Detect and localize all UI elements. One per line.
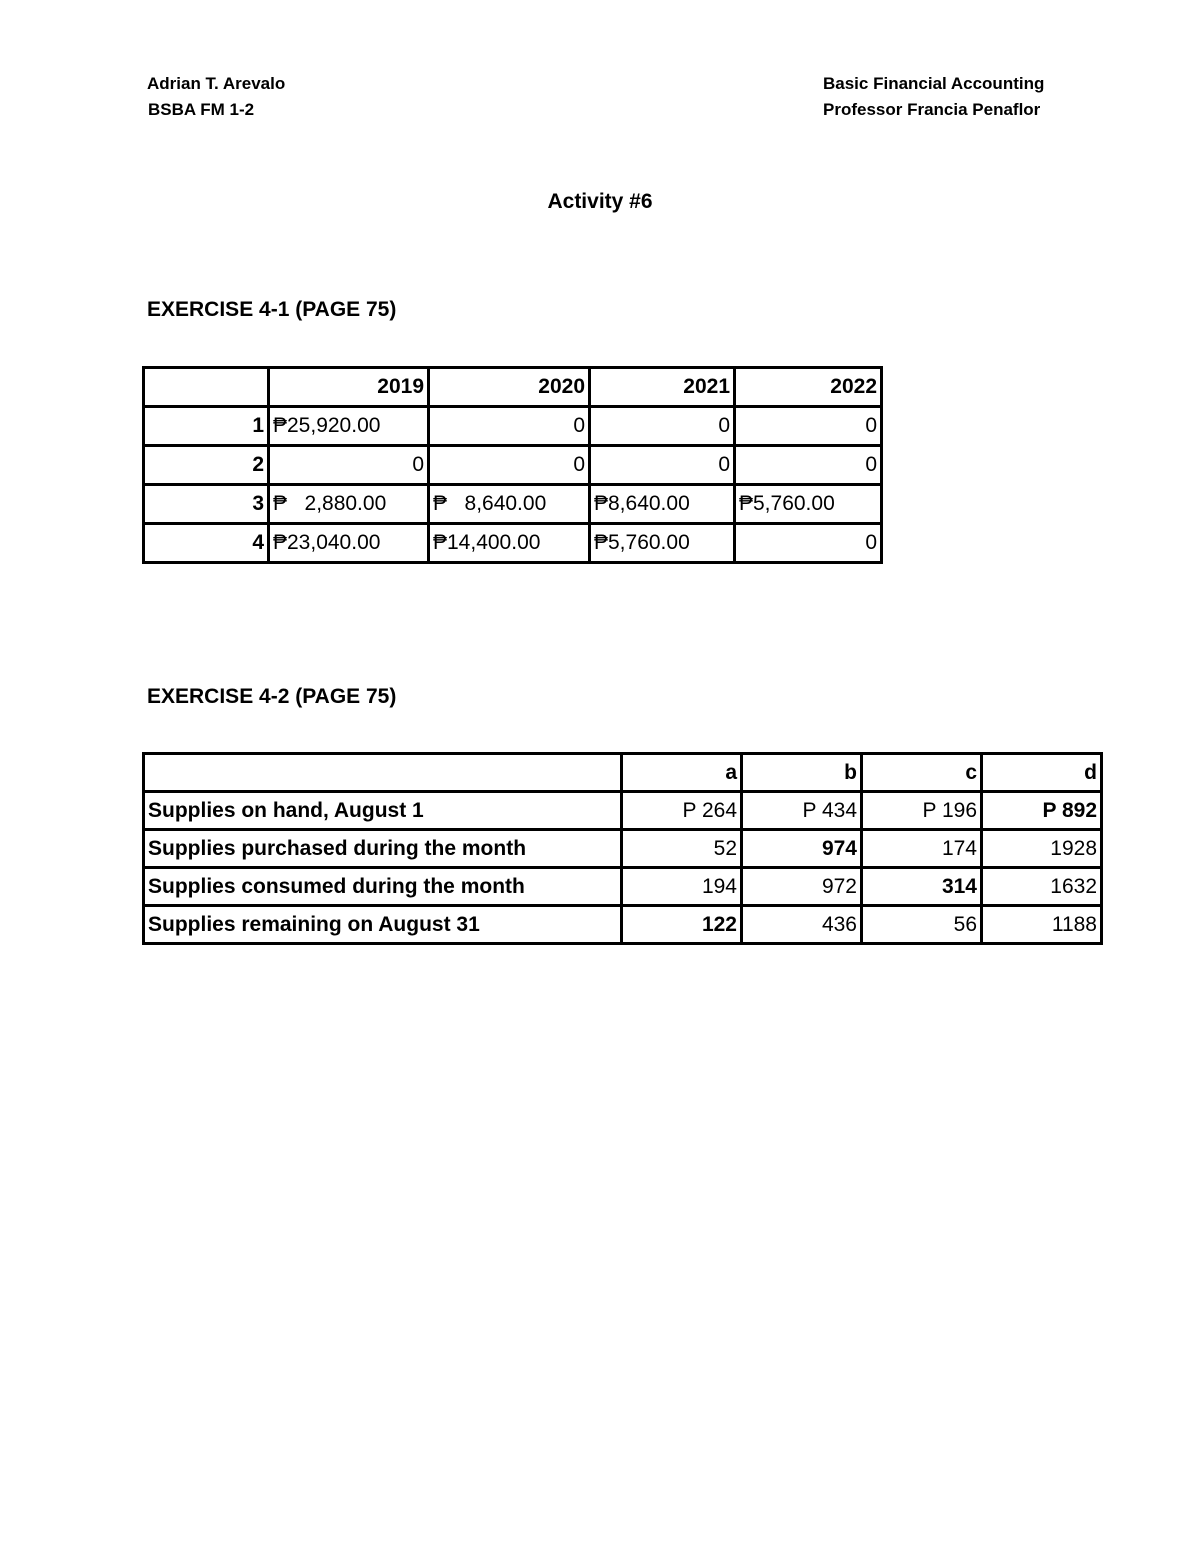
table-cell: P 892	[982, 792, 1102, 830]
table-row	[144, 830, 1102, 868]
header-cell	[144, 754, 622, 792]
header-right	[823, 71, 1044, 123]
row-label: 1	[144, 407, 269, 446]
row-label: 3	[144, 485, 269, 524]
table-cell: 0	[429, 407, 590, 446]
header-cell: b	[742, 754, 862, 792]
table-cell: 974	[742, 830, 862, 868]
table-cell: ₱5,760.00	[735, 485, 882, 524]
table-cell: 174	[862, 830, 982, 868]
table-cell: 972	[742, 868, 862, 906]
exercise-2-table	[142, 752, 1103, 945]
table-cell: 314	[862, 868, 982, 906]
table-cell: 0	[735, 446, 882, 485]
table-cell: P 264	[622, 792, 742, 830]
table-cell: P 196	[862, 792, 982, 830]
table-header-row	[144, 368, 882, 407]
page-title: Activity #6	[547, 190, 653, 213]
table-cell: ₱8,640.00	[590, 485, 735, 524]
table-cell: 1188	[982, 906, 1102, 944]
header-left	[147, 71, 285, 123]
table-cell: ₱25,920.00	[269, 407, 429, 446]
table-cell: 122	[622, 906, 742, 944]
table-row	[144, 485, 882, 524]
table-cell: 1928	[982, 830, 1102, 868]
table-cell: 436	[742, 906, 862, 944]
header-cell: 2020	[429, 368, 590, 407]
header-cell: 2019	[269, 368, 429, 407]
header-cell: a	[622, 754, 742, 792]
table-cell: ₱5,760.00	[590, 524, 735, 563]
table-cell: ₱14,400.00	[429, 524, 590, 563]
course-name: Basic Financial Accounting	[823, 74, 1045, 93]
header-cell: 2022	[735, 368, 882, 407]
table-cell: 56	[862, 906, 982, 944]
student-name: Adrian T. Arevalo	[147, 74, 286, 93]
header-cell: d	[982, 754, 1102, 792]
table-row	[144, 792, 1102, 830]
table-cell: 52	[622, 830, 742, 868]
table-cell: 0	[269, 446, 429, 485]
table-row	[144, 407, 882, 446]
table-cell: ₱23,040.00	[269, 524, 429, 563]
row-label: Supplies consumed during the month	[144, 868, 622, 906]
header-cell: 2021	[590, 368, 735, 407]
row-label: Supplies on hand, August 1	[144, 792, 622, 830]
table-row	[144, 906, 1102, 944]
exercise-1-title: EXERCISE 4-1 (PAGE 75)	[147, 298, 397, 321]
row-label: 2	[144, 446, 269, 485]
header-cell	[144, 368, 269, 407]
table-cell: ₱ 2,880.00	[269, 485, 429, 524]
row-label: Supplies remaining on August 31	[144, 906, 622, 944]
table-row	[144, 524, 882, 563]
table-cell: ₱ 8,640.00	[429, 485, 590, 524]
table-row	[144, 446, 882, 485]
table-cell: 1632	[982, 868, 1102, 906]
exercise-1-table	[142, 366, 883, 564]
row-label: Supplies purchased during the month	[144, 830, 622, 868]
table-row	[144, 868, 1102, 906]
header-cell: c	[862, 754, 982, 792]
table-header-row	[144, 754, 1102, 792]
table-cell: 0	[735, 524, 882, 563]
table-cell: 0	[590, 446, 735, 485]
table-cell: 194	[622, 868, 742, 906]
table-cell: 0	[735, 407, 882, 446]
student-section: BSBA FM 1-2	[148, 100, 255, 119]
row-label: 4	[144, 524, 269, 563]
professor-name: Professor Francia Penaflor	[823, 100, 1041, 119]
exercise-2-title: EXERCISE 4-2 (PAGE 75)	[147, 685, 397, 708]
table-cell: P 434	[742, 792, 862, 830]
table-cell: 0	[429, 446, 590, 485]
table-cell: 0	[590, 407, 735, 446]
